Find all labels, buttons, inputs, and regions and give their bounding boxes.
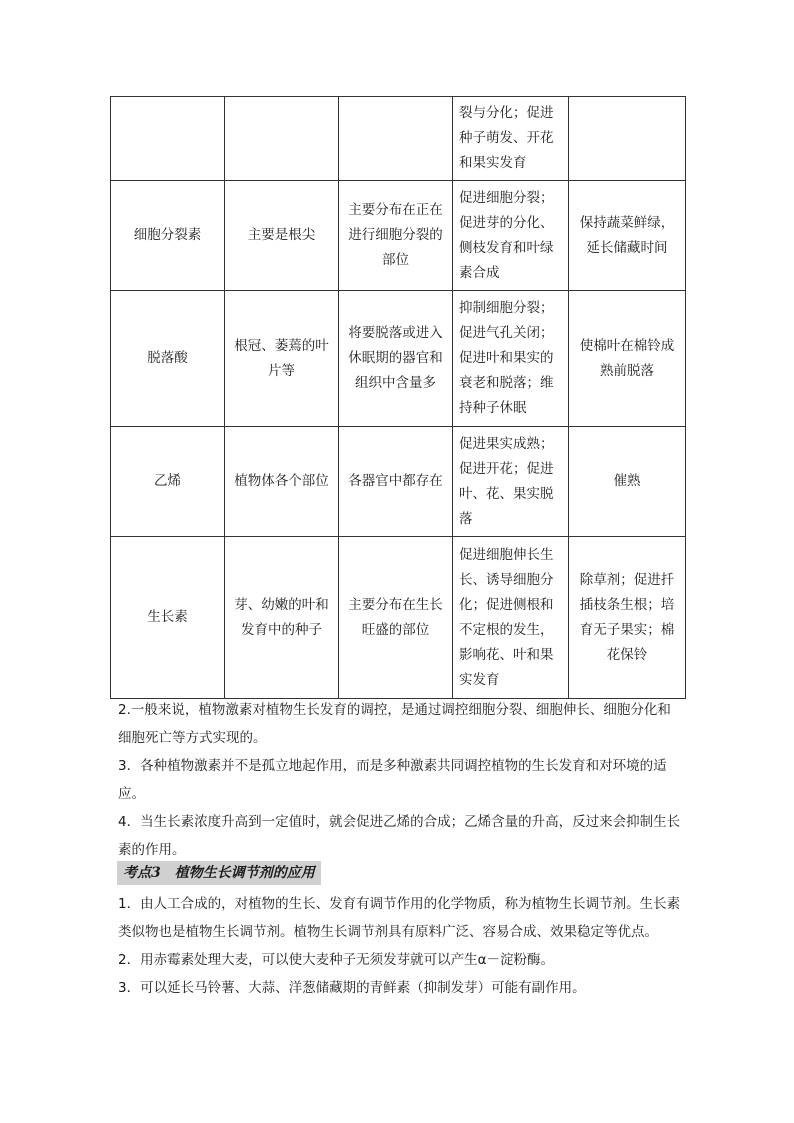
- distribution-cell: [339, 97, 453, 181]
- function-cell: 促进细胞分裂；促进芽的分化、侧枝发育和叶绿素合成: [453, 181, 569, 291]
- application-cell: 除草剂；促进扦插枝条生根；培育无子果实；棉花保铃: [569, 537, 686, 699]
- distribution-cell: 将要脱落或进入休眠期的器官和组织中含量多: [339, 291, 453, 427]
- function-cell: 抑制细胞分裂；促进气孔关闭；促进叶和果实的衰老和脱落；维持种子休眠: [453, 291, 569, 427]
- distribution-cell: 主要分布在正在进行细胞分裂的部位: [339, 181, 453, 291]
- function-cell: 裂与分化；促进种子萌发、开花和果实发育: [453, 97, 569, 181]
- application-cell: 保持蔬菜鲜绿，延长储藏时间: [569, 181, 686, 291]
- hormone-table: [110, 96, 686, 699]
- table-row: [111, 537, 686, 699]
- paragraph-group-a: [118, 696, 684, 864]
- paragraph: 4．当生长素浓度升高到一定值时，就会促进乙烯的合成；乙烯含量的升高，反过来会抑制生长素的作用。: [118, 814, 681, 858]
- application-cell: [569, 97, 686, 181]
- hormone-name-cell: 脱落酸: [111, 291, 225, 427]
- table-row: [111, 291, 686, 427]
- hormone-name-cell: 细胞分裂素: [111, 181, 225, 291]
- distribution-cell: 各器官中都存在: [339, 427, 453, 537]
- paragraph: 2.一般来说，植物激素对植物生长发育的调控，是通过调控细胞分裂、细胞伸长、细胞分化和细胞死亡等方式实现的。: [118, 702, 671, 746]
- synthesis-part-cell: 植物体各个部位: [225, 427, 339, 537]
- function-cell: 促进细胞伸长生长、诱导细胞分化；促进侧根和不定根的发生，影响花、叶和果实发育: [453, 537, 569, 699]
- table-row: [111, 97, 686, 181]
- paragraph: 3．各种植物激素并不是孤立地起作用，而是多种激素共同调控植物的生长发育和对环境的适应。: [118, 758, 667, 802]
- hormone-name-cell: 乙烯: [111, 427, 225, 537]
- table-row: [111, 427, 686, 537]
- application-cell: 使棉叶在棉铃成熟前脱落: [569, 291, 686, 427]
- table-row: [111, 181, 686, 291]
- synthesis-part-cell: 主要是根尖: [225, 181, 339, 291]
- distribution-cell: 主要分布在生长旺盛的部位: [339, 537, 453, 699]
- application-cell: 催熟: [569, 427, 686, 537]
- hormone-name-cell: [111, 97, 225, 181]
- hormone-name-cell: 生长素: [111, 537, 225, 699]
- paragraph: 2．用赤霉素处理大麦，可以使大麦种子无须发芽就可以产生α－淀粉酶。: [118, 952, 554, 968]
- paragraph-group-b: [118, 890, 684, 1002]
- section-heading: 考点3 植物生长调节剂的应用: [117, 861, 321, 885]
- synthesis-part-cell: 芽、幼嫩的叶和发育中的种子: [225, 537, 339, 699]
- synthesis-part-cell: [225, 97, 339, 181]
- paragraph: 1．由人工合成的，对植物的生长、发育有调节作用的化学物质，称为植物生长调节剂。生长素类似物也是植物生长调节剂。植物生长调节剂具有原料广泛、容易合成、效果稳定等优点。: [118, 896, 681, 940]
- synthesis-part-cell: 根冠、萎蔫的叶片等: [225, 291, 339, 427]
- function-cell: 促进果实成熟；促进开花；促进叶、花、果实脱落: [453, 427, 569, 537]
- paragraph: 3．可以延长马铃薯、大蒜、洋葱储藏期的青鲜素（抑制发芽）可能有副作用。: [118, 980, 586, 996]
